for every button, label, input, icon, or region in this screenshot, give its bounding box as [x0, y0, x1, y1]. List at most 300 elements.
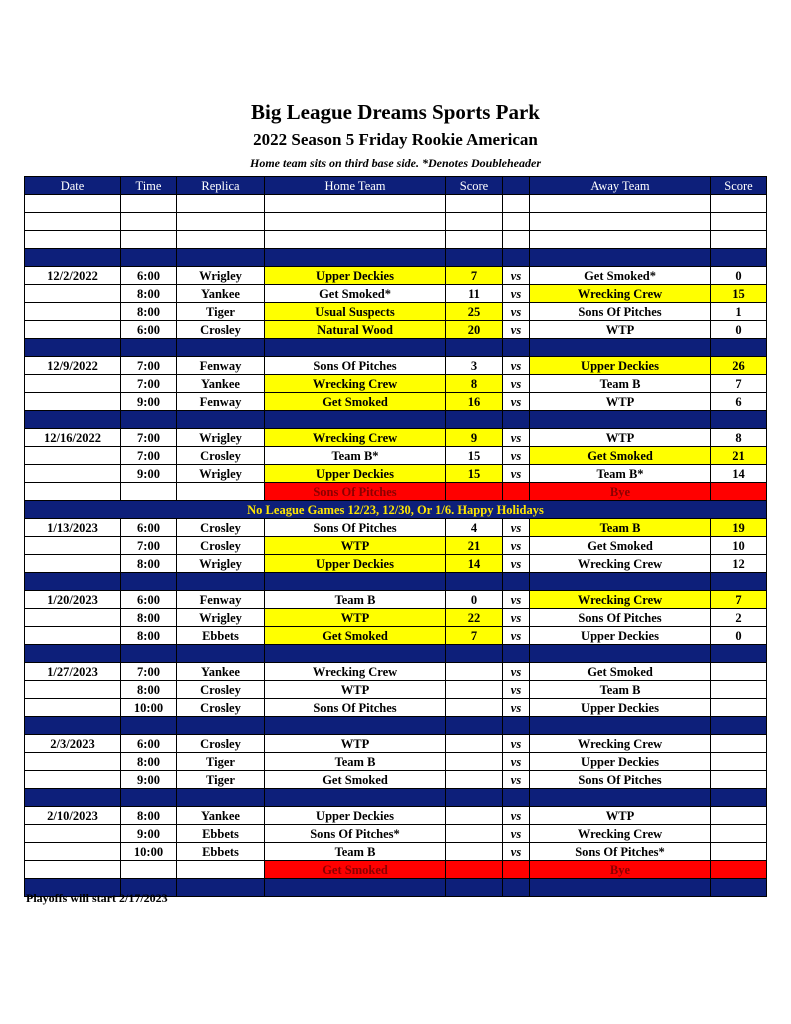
page-note: Home team sits on third base side. *Denotes Doubleheader — [250, 156, 541, 170]
vs-cell: vs — [503, 825, 530, 843]
blank-cell — [177, 213, 265, 231]
date-cell — [25, 825, 121, 843]
vs-cell: vs — [503, 447, 530, 465]
game-row — [25, 537, 767, 555]
home-score-cell: 20 — [446, 321, 503, 339]
separator-cell — [530, 645, 711, 663]
away-score-cell: 15 — [711, 285, 767, 303]
date-cell — [25, 861, 121, 879]
blank-cell — [265, 213, 446, 231]
separator-cell — [177, 249, 265, 267]
away-score-cell — [711, 807, 767, 825]
away-team-cell: Team B — [530, 375, 711, 393]
replica-cell: Fenway — [177, 357, 265, 375]
date-cell — [25, 609, 121, 627]
date-cell — [25, 303, 121, 321]
home-team-cell: Upper Deckies — [265, 465, 446, 483]
blank-cell — [25, 213, 121, 231]
header-away-team: Away Team — [530, 177, 711, 195]
header-home-score: Score — [446, 177, 503, 195]
home-team-cell: Upper Deckies — [265, 555, 446, 573]
time-cell: 8:00 — [121, 627, 177, 645]
home-score-cell: 21 — [446, 537, 503, 555]
away-score-cell: 2 — [711, 609, 767, 627]
replica-cell: Crosley — [177, 321, 265, 339]
replica-cell: Crosley — [177, 519, 265, 537]
vs-cell: vs — [503, 771, 530, 789]
vs-cell: vs — [503, 609, 530, 627]
separator-cell — [503, 879, 530, 897]
replica-cell: Yankee — [177, 375, 265, 393]
header-vs — [503, 177, 530, 195]
blank-cell — [503, 213, 530, 231]
header-date: Date — [25, 177, 121, 195]
time-cell: 7:00 — [121, 447, 177, 465]
home-team-cell: WTP — [265, 609, 446, 627]
separator-cell — [711, 339, 767, 357]
away-team-cell: Sons Of Pitches — [530, 609, 711, 627]
home-score-cell — [446, 753, 503, 771]
game-row — [25, 429, 767, 447]
away-team-cell: Upper Deckies — [530, 699, 711, 717]
separator-cell — [25, 249, 121, 267]
game-row — [25, 465, 767, 483]
time-cell: 9:00 — [121, 771, 177, 789]
time-cell: 6:00 — [121, 519, 177, 537]
separator-cell — [446, 339, 503, 357]
separator-cell — [530, 249, 711, 267]
away-team-cell: Bye — [530, 483, 711, 501]
separator-cell — [121, 411, 177, 429]
home-team-cell: Sons Of Pitches* — [265, 825, 446, 843]
home-team-cell: Sons Of Pitches — [265, 483, 446, 501]
vs-cell: vs — [503, 753, 530, 771]
vs-cell: vs — [503, 699, 530, 717]
home-score-cell: 0 — [446, 591, 503, 609]
home-score-cell — [446, 825, 503, 843]
game-row — [25, 663, 767, 681]
away-team-cell: WTP — [530, 807, 711, 825]
away-score-cell — [711, 753, 767, 771]
home-team-cell: Get Smoked* — [265, 285, 446, 303]
home-team-cell: WTP — [265, 537, 446, 555]
replica-cell: Wrigley — [177, 555, 265, 573]
replica-cell: Tiger — [177, 303, 265, 321]
date-cell — [25, 465, 121, 483]
home-team-cell: Upper Deckies — [265, 267, 446, 285]
home-score-cell: 11 — [446, 285, 503, 303]
blank-cell — [121, 195, 177, 213]
separator-cell — [265, 645, 446, 663]
game-row — [25, 375, 767, 393]
separator-row — [25, 717, 767, 735]
date-cell — [25, 393, 121, 411]
home-team-cell: Sons Of Pitches — [265, 699, 446, 717]
separator-cell — [265, 789, 446, 807]
separator-cell — [121, 645, 177, 663]
replica-cell: Ebbets — [177, 627, 265, 645]
replica-cell: Crosley — [177, 537, 265, 555]
time-cell: 9:00 — [121, 825, 177, 843]
blank-cell — [265, 231, 446, 249]
separator-cell — [25, 645, 121, 663]
separator-cell — [446, 249, 503, 267]
time-cell: 7:00 — [121, 537, 177, 555]
away-team-cell: Get Smoked* — [530, 267, 711, 285]
header-replica: Replica — [177, 177, 265, 195]
away-score-cell: 0 — [711, 267, 767, 285]
replica-cell — [177, 861, 265, 879]
away-team-cell: Upper Deckies — [530, 753, 711, 771]
replica-cell: Crosley — [177, 735, 265, 753]
home-team-cell: Wrecking Crew — [265, 663, 446, 681]
home-score-cell — [446, 807, 503, 825]
replica-cell: Tiger — [177, 753, 265, 771]
game-row — [25, 447, 767, 465]
away-team-cell: Wrecking Crew — [530, 591, 711, 609]
home-score-cell — [446, 699, 503, 717]
game-row — [25, 681, 767, 699]
home-team-cell: Usual Suspects — [265, 303, 446, 321]
game-row — [25, 753, 767, 771]
home-team-cell: Get Smoked — [265, 393, 446, 411]
away-score-cell — [711, 735, 767, 753]
home-score-cell — [446, 861, 503, 879]
home-team-cell: Sons Of Pitches — [265, 519, 446, 537]
away-score-cell — [711, 843, 767, 861]
date-cell — [25, 681, 121, 699]
away-team-cell: Upper Deckies — [530, 357, 711, 375]
game-row — [25, 843, 767, 861]
game-row — [25, 609, 767, 627]
home-score-cell — [446, 735, 503, 753]
away-team-cell: Sons Of Pitches — [530, 303, 711, 321]
home-score-cell: 14 — [446, 555, 503, 573]
away-score-cell — [711, 483, 767, 501]
date-cell — [25, 375, 121, 393]
time-cell: 7:00 — [121, 429, 177, 447]
away-score-cell: 0 — [711, 321, 767, 339]
vs-cell: vs — [503, 807, 530, 825]
time-cell: 6:00 — [121, 591, 177, 609]
vs-cell: vs — [503, 735, 530, 753]
home-score-cell: 16 — [446, 393, 503, 411]
away-score-cell — [711, 771, 767, 789]
home-score-cell: 7 — [446, 627, 503, 645]
away-score-cell: 7 — [711, 375, 767, 393]
game-row — [25, 285, 767, 303]
date-cell — [25, 447, 121, 465]
vs-cell: vs — [503, 555, 530, 573]
game-row — [25, 357, 767, 375]
blank-cell — [530, 213, 711, 231]
date-cell — [25, 555, 121, 573]
separator-row — [25, 411, 767, 429]
away-score-cell — [711, 681, 767, 699]
separator-cell — [121, 249, 177, 267]
home-team-cell: Sons Of Pitches — [265, 357, 446, 375]
away-score-cell: 6 — [711, 393, 767, 411]
away-team-cell: Sons Of Pitches — [530, 771, 711, 789]
separator-row — [25, 339, 767, 357]
separator-cell — [503, 411, 530, 429]
home-score-cell: 25 — [446, 303, 503, 321]
separator-cell — [530, 339, 711, 357]
replica-cell: Crosley — [177, 699, 265, 717]
time-cell: 8:00 — [121, 681, 177, 699]
time-cell: 8:00 — [121, 609, 177, 627]
home-team-cell: Wrecking Crew — [265, 375, 446, 393]
blank-cell — [503, 231, 530, 249]
date-cell: 12/9/2022 — [25, 357, 121, 375]
separator-cell — [177, 789, 265, 807]
page-subtitle: 2022 Season 5 Friday Rookie American — [253, 130, 538, 149]
home-team-cell: Team B — [265, 591, 446, 609]
away-team-cell: Wrecking Crew — [530, 735, 711, 753]
date-cell — [25, 627, 121, 645]
away-team-cell: WTP — [530, 393, 711, 411]
home-score-cell — [446, 483, 503, 501]
home-team-cell: Upper Deckies — [265, 807, 446, 825]
away-team-cell: Sons Of Pitches* — [530, 843, 711, 861]
date-cell — [25, 843, 121, 861]
date-cell: 2/3/2023 — [25, 735, 121, 753]
header-away-score: Score — [711, 177, 767, 195]
vs-cell: vs — [503, 357, 530, 375]
vs-cell: vs — [503, 465, 530, 483]
vs-cell: vs — [503, 591, 530, 609]
game-row — [25, 591, 767, 609]
home-team-cell: Natural Wood — [265, 321, 446, 339]
away-team-cell: Team B — [530, 519, 711, 537]
away-score-cell: 21 — [711, 447, 767, 465]
schedule-table — [24, 176, 767, 897]
blank-cell — [265, 195, 446, 213]
separator-cell — [265, 573, 446, 591]
away-score-cell — [711, 699, 767, 717]
away-score-cell — [711, 825, 767, 843]
separator-cell — [711, 573, 767, 591]
home-team-cell: Team B — [265, 753, 446, 771]
blank-cell — [530, 231, 711, 249]
separator-cell — [503, 645, 530, 663]
time-cell: 7:00 — [121, 663, 177, 681]
game-row — [25, 483, 767, 501]
separator-cell — [25, 339, 121, 357]
vs-cell: vs — [503, 843, 530, 861]
separator-cell — [25, 411, 121, 429]
away-team-cell: Team B* — [530, 465, 711, 483]
time-cell: 8:00 — [121, 555, 177, 573]
separator-cell — [503, 789, 530, 807]
time-cell: 7:00 — [121, 357, 177, 375]
blank-cell — [503, 195, 530, 213]
home-score-cell — [446, 663, 503, 681]
schedule-body — [25, 195, 767, 897]
date-cell — [25, 537, 121, 555]
away-team-cell: Wrecking Crew — [530, 555, 711, 573]
date-cell — [25, 483, 121, 501]
separator-cell — [446, 879, 503, 897]
game-row — [25, 321, 767, 339]
game-row — [25, 699, 767, 717]
blank-cell — [446, 213, 503, 231]
game-row — [25, 267, 767, 285]
separator-cell — [25, 573, 121, 591]
replica-cell: Yankee — [177, 663, 265, 681]
vs-cell: vs — [503, 429, 530, 447]
away-team-cell: Get Smoked — [530, 663, 711, 681]
home-score-cell: 7 — [446, 267, 503, 285]
game-row — [25, 393, 767, 411]
vs-cell: vs — [503, 303, 530, 321]
replica-cell: Wrigley — [177, 609, 265, 627]
away-score-cell: 8 — [711, 429, 767, 447]
replica-cell: Ebbets — [177, 843, 265, 861]
home-team-cell: Wrecking Crew — [265, 429, 446, 447]
separator-cell — [177, 411, 265, 429]
vs-cell: vs — [503, 519, 530, 537]
time-cell: 8:00 — [121, 753, 177, 771]
separator-cell — [121, 339, 177, 357]
replica-cell: Fenway — [177, 591, 265, 609]
separator-cell — [265, 411, 446, 429]
separator-cell — [711, 249, 767, 267]
date-cell — [25, 753, 121, 771]
time-cell: 8:00 — [121, 807, 177, 825]
separator-row — [25, 789, 767, 807]
blank-cell — [446, 195, 503, 213]
separator-cell — [446, 717, 503, 735]
separator-cell — [503, 249, 530, 267]
time-cell — [121, 861, 177, 879]
away-score-cell: 26 — [711, 357, 767, 375]
game-row — [25, 555, 767, 573]
time-cell: 10:00 — [121, 843, 177, 861]
blank-cell — [25, 231, 121, 249]
away-team-cell: Wrecking Crew — [530, 285, 711, 303]
date-cell — [25, 321, 121, 339]
replica-cell: Fenway — [177, 393, 265, 411]
home-score-cell — [446, 843, 503, 861]
away-team-cell: Get Smoked — [530, 447, 711, 465]
separator-row — [25, 249, 767, 267]
away-score-cell: 10 — [711, 537, 767, 555]
date-cell: 1/13/2023 — [25, 519, 121, 537]
home-team-cell: WTP — [265, 681, 446, 699]
away-score-cell: 1 — [711, 303, 767, 321]
separator-cell — [25, 717, 121, 735]
date-cell — [25, 771, 121, 789]
separator-cell — [503, 339, 530, 357]
replica-cell — [177, 483, 265, 501]
separator-cell — [177, 645, 265, 663]
time-cell: 6:00 — [121, 735, 177, 753]
time-cell: 6:00 — [121, 321, 177, 339]
separator-cell — [530, 879, 711, 897]
home-score-cell: 4 — [446, 519, 503, 537]
separator-cell — [177, 573, 265, 591]
time-cell — [121, 483, 177, 501]
home-team-cell: Team B — [265, 843, 446, 861]
vs-cell: vs — [503, 375, 530, 393]
blank-row — [25, 213, 767, 231]
home-score-cell: 9 — [446, 429, 503, 447]
separator-cell — [177, 339, 265, 357]
blank-cell — [711, 231, 767, 249]
home-score-cell: 3 — [446, 357, 503, 375]
separator-cell — [446, 789, 503, 807]
separator-cell — [446, 645, 503, 663]
separator-cell — [177, 879, 265, 897]
blank-cell — [711, 213, 767, 231]
time-cell: 9:00 — [121, 393, 177, 411]
home-team-cell: WTP — [265, 735, 446, 753]
separator-cell — [25, 789, 121, 807]
date-cell: 1/20/2023 — [25, 591, 121, 609]
home-score-cell — [446, 771, 503, 789]
blank-cell — [177, 195, 265, 213]
away-score-cell: 19 — [711, 519, 767, 537]
replica-cell: Crosley — [177, 447, 265, 465]
time-cell: 10:00 — [121, 699, 177, 717]
vs-cell: vs — [503, 663, 530, 681]
home-team-cell: Get Smoked — [265, 771, 446, 789]
separator-cell — [711, 789, 767, 807]
replica-cell: Tiger — [177, 771, 265, 789]
game-row — [25, 861, 767, 879]
separator-cell — [711, 717, 767, 735]
separator-cell — [711, 879, 767, 897]
away-team-cell: Bye — [530, 861, 711, 879]
away-team-cell: Wrecking Crew — [530, 825, 711, 843]
home-team-cell: Team B* — [265, 447, 446, 465]
time-cell: 7:00 — [121, 375, 177, 393]
separator-cell — [503, 717, 530, 735]
holiday-notice: No League Games 12/23, 12/30, Or 1/6. Happy Holidays — [25, 501, 767, 519]
separator-cell — [121, 717, 177, 735]
game-row — [25, 303, 767, 321]
separator-cell — [177, 717, 265, 735]
date-cell — [25, 285, 121, 303]
replica-cell: Yankee — [177, 807, 265, 825]
vs-cell: vs — [503, 681, 530, 699]
separator-cell — [265, 249, 446, 267]
date-cell — [25, 699, 121, 717]
blank-cell — [25, 195, 121, 213]
separator-cell — [121, 573, 177, 591]
home-score-cell — [446, 681, 503, 699]
time-cell: 9:00 — [121, 465, 177, 483]
separator-cell — [711, 645, 767, 663]
vs-cell — [503, 861, 530, 879]
home-score-cell: 15 — [446, 465, 503, 483]
vs-cell: vs — [503, 321, 530, 339]
separator-cell — [530, 717, 711, 735]
separator-cell — [530, 789, 711, 807]
away-score-cell — [711, 663, 767, 681]
separator-cell — [503, 573, 530, 591]
vs-cell: vs — [503, 537, 530, 555]
game-row — [25, 771, 767, 789]
time-cell: 6:00 — [121, 267, 177, 285]
notice-row — [25, 501, 767, 519]
separator-row — [25, 573, 767, 591]
home-score-cell: 22 — [446, 609, 503, 627]
blank-cell — [446, 231, 503, 249]
game-row — [25, 825, 767, 843]
date-cell: 1/27/2023 — [25, 663, 121, 681]
